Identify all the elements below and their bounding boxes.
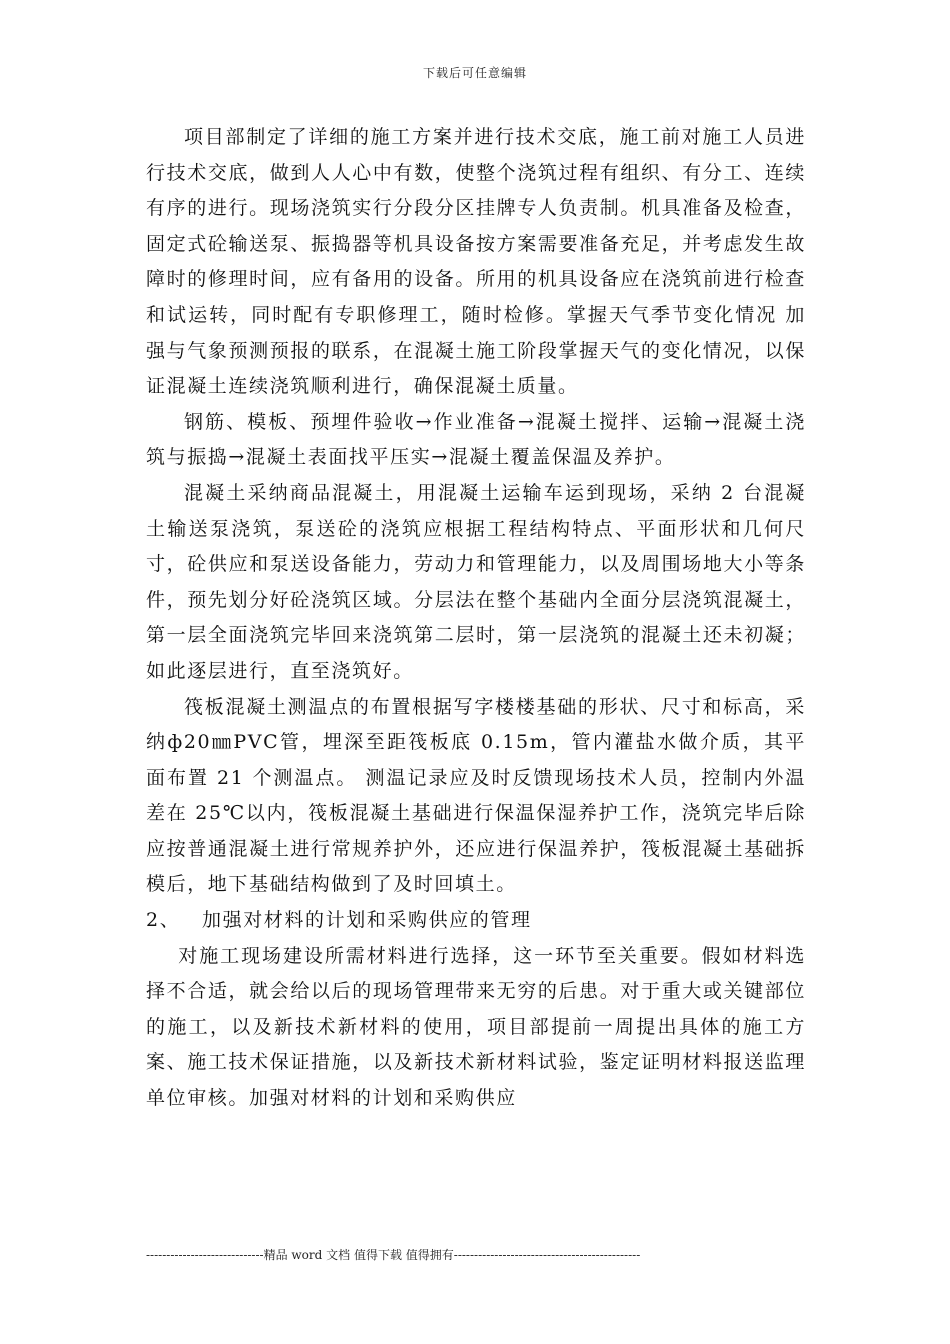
paragraph-5: 对施工现场建设所需材料进行选择，这一环节至关重要。假如材料选择不合适，就会给以后的现场管理带来无穷的后患。对于重大或关键部位的施工，以及新技术新材料的使用，项目部提前一周提出具体的施工方案、施工技术保证措施，以及新技术新材料试验，鉴定证明材料报送监理单位审核。加强对材料的计划和采购供应 (146, 944, 806, 1110)
section-title: 加强对材料的计划和采购供应的管理 (202, 909, 532, 932)
document-body (146, 120, 806, 1117)
paragraph-4: 筏板混凝土测温点的布置根据写字楼楼基础的形状、尺寸和标高，采纳ф20㎜PVC管，埋深至距筏板底 0.15m，管内灌盐水做介质，其平面布置 21 个测温点。 测温记录应及时反馈现场技术人员，控制内外温差在 25℃以内，筏板混凝土基础进行保温保湿养护工作，浇筑完毕后除应按普通混凝土进行常规养护外，还应进行保温养护，筏板混凝土基础拆模后，地下基础结构做到了及时回填土。 (146, 695, 806, 896)
paragraph-2: 钢筋、模板、预埋件验收→作业准备→混凝土搅拌、运输→混凝土浇筑与振捣→混凝土表面找平压实→混凝土覆盖保温及养护。 (146, 410, 806, 469)
page-header: 下载后可任意编辑 (422, 66, 527, 80)
page-footer: -----------------------------精品 word 文档 值得下载 值得拥有---------------------------------------------- (146, 1248, 641, 1262)
paragraph-3: 混凝土采纳商品混凝土，用混凝土运输车运到现场，采纳 2 台混凝土输送泵浇筑，泵送砼的浇筑应根据工程结构特点、平面形状和几何尺寸，砼供应和泵送设备能力，劳动力和管理能力，以及周围场地大小等条件，预先划分好砼浇筑区域。分层法在整个基础内全面分层浇筑混凝土，第一层全面浇筑完毕回来浇筑第二层时，第一层浇筑的混凝土还未初凝；如此逐层进行，直至浇筑好。 (146, 481, 806, 682)
section-number: 2、 (146, 909, 181, 932)
paragraph-1: 项目部制定了详细的施工方案并进行技术交底，施工前对施工人员进行技术交底，做到人人心中有数，使整个浇筑过程有组织、有分工、连续有序的进行。现场浇筑实行分段分区挂牌专人负责制。机具准备及检查，固定式砼输送泵、振捣器等机具设备按方案需要准备充足，并考虑发生故障时的修理时间，应有备用的设备。所用的机具设备应在浇筑前进行检查和试运转，同时配有专职修理工，随时检修。掌握天气季节变化情况 加强与气象预测预报的联系，在混凝土施工阶段掌握天气的变化情况，以保证混凝土连续浇筑顺利进行，确保混凝土质量。 (146, 126, 806, 398)
section-heading (146, 903, 806, 939)
